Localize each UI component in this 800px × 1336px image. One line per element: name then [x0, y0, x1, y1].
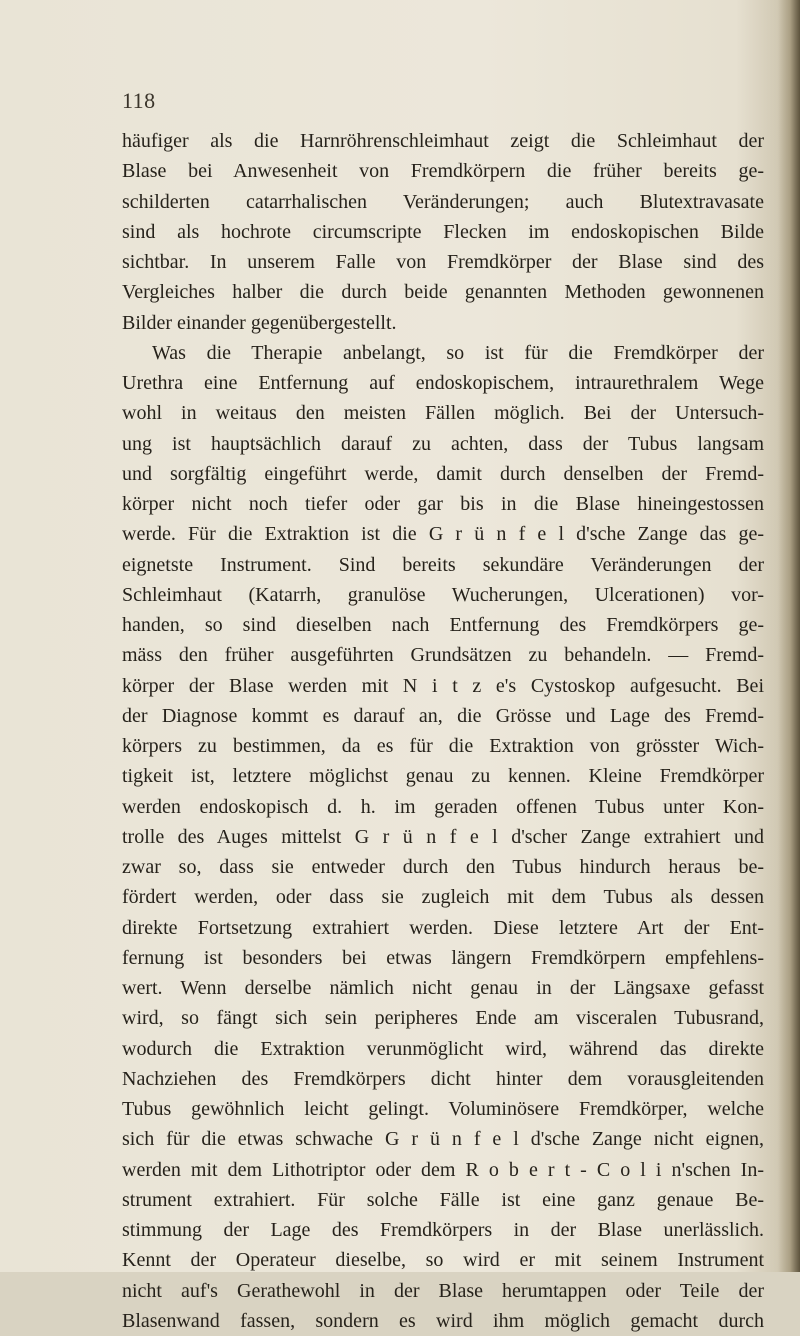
text-line: fernung ist besonders bei etwas längern Fremdkörpern empfehlens-: [122, 946, 764, 969]
text-line: nicht auf's Gerathewohl in der Blase herumtappen oder Teile der: [122, 1279, 764, 1302]
text-line: wird, so fängt sich sein peripheres Ende am visceralen Tubusrand,: [122, 1007, 764, 1030]
text-line: der Diagnose kommt es darauf an, die Grösse und Lage des Fremd-: [122, 704, 764, 727]
paragraph-start-line: Was die Therapie anbelangt, so ist für die Fremdkörper der: [152, 341, 764, 364]
text-line: fördert werden, oder dass sie zugleich mit dem Tubus als dessen: [122, 886, 764, 909]
text-line: Nachziehen des Fremdkörpers dicht hinter dem vorausgleitenden: [122, 1067, 764, 1090]
text-line: stimmung der Lage des Fremdkörpers in der Blase unerlässlich.: [122, 1219, 764, 1241]
text-line: sich für die etwas schwache G r ü n f e l d'sche Zange nicht eignen,: [122, 1128, 764, 1151]
text-line: Schleimhaut (Katarrh, granulöse Wucherungen, Ulcerationen) vor-: [122, 583, 764, 606]
page-edge-shadow: [778, 0, 800, 1272]
text-line: direkte Fortsetzung extrahiert werden. Diese letztere Art der Ent-: [122, 916, 764, 939]
text-line: sichtbar. In unserem Falle von Fremdkörper der Blase sind des: [122, 251, 764, 273]
text-line: werden endoskopisch d. h. im geraden offenen Tubus unter Kon-: [122, 795, 764, 818]
text-line: Blase bei Anwesenheit von Fremdkörpern die früher bereits ge-: [122, 160, 764, 183]
text-line: strument extrahiert. Für solche Fälle ist eine ganz genaue Be-: [122, 1188, 764, 1211]
text-line: wodurch die Extraktion verunmöglicht wird, während das direkte: [122, 1037, 764, 1060]
text-line: handen, so sind dieselben nach Entfernung des Fremdkörpers ge-: [122, 614, 764, 636]
text-line: wert. Wenn derselbe nämlich nicht genau in der Längsaxe gefasst: [122, 977, 764, 999]
page-number: 118: [122, 88, 156, 113]
text-line: häufiger als die Harnröhrenschleimhaut zeigt die Schleimhaut der: [122, 130, 764, 152]
text-line: werden mit dem Lithotriptor oder dem R o b e r t - C o l i n'schen In-: [122, 1158, 764, 1181]
body-text: [122, 126, 764, 1336]
text-line: mäss den früher ausgeführten Grundsätzen zu behandeln. — Fremd-: [122, 644, 764, 667]
text-line: zwar so, dass sie entweder durch den Tubus hindurch heraus be-: [122, 856, 764, 878]
text-line: körper nicht noch tiefer oder gar bis in die Blase hineingestossen: [122, 493, 764, 515]
text-line: Blasenwand fassen, sondern es wird ihm möglich gemacht durch: [122, 1309, 764, 1332]
paragraph-end-line: Bilder einander gegenübergestellt.: [122, 311, 397, 334]
text-line: körper der Blase werden mit N i t z e's Cystoskop aufgesucht. Bei: [122, 674, 764, 697]
text-line: wohl in weitaus den meisten Fällen möglich. Bei der Untersuch-: [122, 402, 764, 425]
text-line: werde. Für die Extraktion ist die G r ü n f e l d'sche Zange das ge-: [122, 523, 764, 546]
text-line: Vergleiches halber die durch beide genannten Methoden gewonnenen: [122, 281, 764, 304]
text-line: sind als hochrote circumscripte Flecken im endoskopischen Bilde: [122, 220, 764, 243]
text-line: Urethra eine Entfernung auf endoskopischem, intraurethralem Wege: [122, 372, 764, 394]
text-line: trolle des Auges mittelst G r ü n f e l d'scher Zange extrahiert und: [122, 825, 764, 848]
text-line: körpers zu bestimmen, da es für die Extraktion von grösster Wich-: [122, 735, 764, 757]
text-line: Kennt der Operateur dieselbe, so wird er mit seinem Instrument: [122, 1249, 764, 1272]
text-line: tigkeit ist, letztere möglichst genau zu kennen. Kleine Fremdkörper: [122, 765, 764, 788]
text-line: und sorgfältig eingeführt werde, damit durch denselben der Fremd-: [122, 462, 764, 485]
text-line: ung ist hauptsächlich darauf zu achten, dass der Tubus langsam: [122, 432, 764, 455]
text-line: eignetste Instrument. Sind bereits sekundäre Veränderungen der: [122, 553, 764, 576]
text-line: Tubus gewöhnlich leicht gelingt. Voluminösere Fremdkörper, welche: [122, 1098, 764, 1120]
text-line: schilderten catarrhalischen Veränderungen; auch Blutextravasate: [122, 190, 764, 213]
